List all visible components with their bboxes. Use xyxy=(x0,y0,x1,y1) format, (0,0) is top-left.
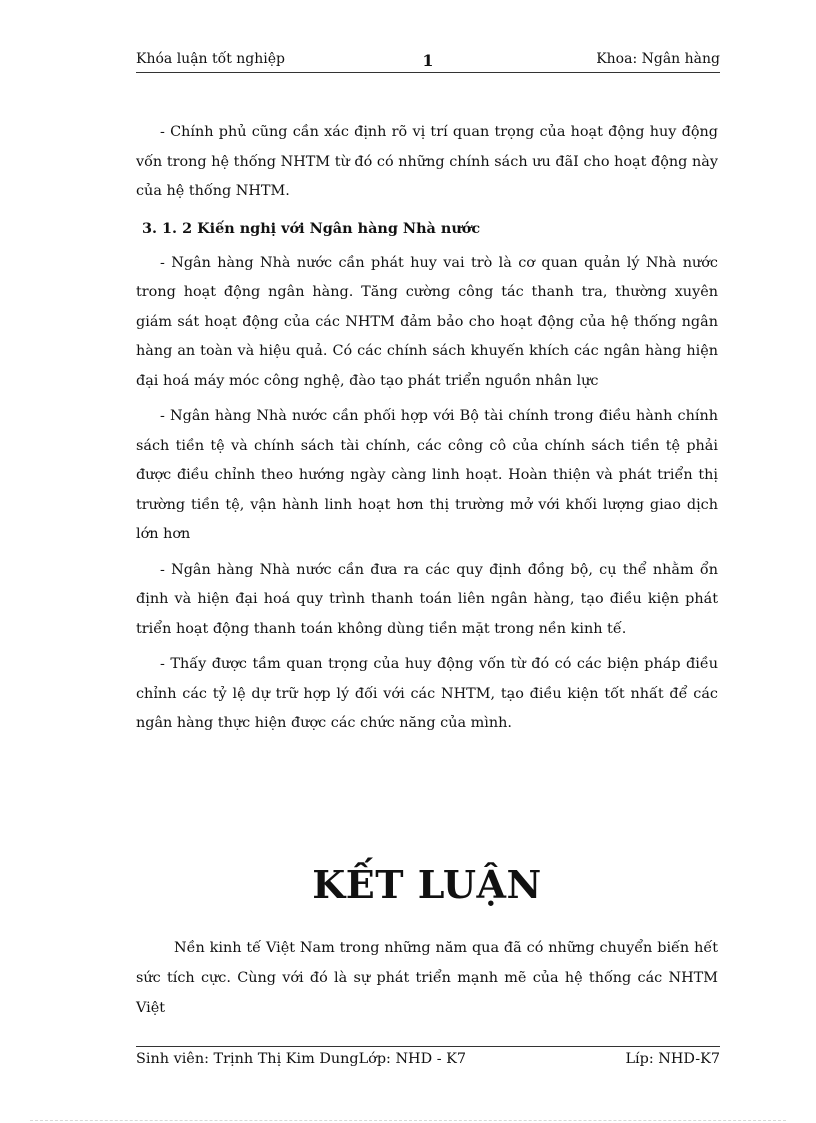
header-faculty-label: Khoa: Ngân hàng xyxy=(596,51,720,67)
footer-student-info: Sinh viên: Trịnh Thị Kim DungLớp: NHD - K7 xyxy=(136,1051,467,1067)
paragraph-government: - Chính phủ cũng cần xác định rõ vị trí quan trọng của hoạt động huy động vốn trong hệ thống NHTM từ đó có những chính sách ưu đãI cho hoạt động này của hệ thống NHTM. xyxy=(136,124,718,199)
page-number: 1 xyxy=(422,51,434,70)
body-content xyxy=(136,118,718,745)
header-thesis-label: Khóa luận tốt nghiệp xyxy=(136,51,285,67)
paragraph-payment-systems: - Ngân hàng Nhà nước cần đưa ra các quy định đồng bộ, cụ thể nhằm ổn định và hiện đại hoá quy trình thanh toán liên ngân hàng, tạo điều kiện phát triển hoạt động thanh toán không dùng tiền mặt trong nền kinh tế. xyxy=(136,561,718,637)
section-heading: 3. 1. 2 Kiến nghị với Ngân hàng Nhà nước xyxy=(142,219,481,237)
footer-class-info: Líp: NHD-K7 xyxy=(625,1051,720,1067)
conclusion-paragraph: Nền kinh tế Việt Nam trong những năm qua đã có những chuyển biến hết sức tích cực. Cùng với đó là sự phát triển mạnh mẽ của hệ thống các NHTM Việt xyxy=(136,940,718,1016)
paragraph-monetary-policy: - Ngân hàng Nhà nước cần phối hợp với Bộ tài chính trong điều hành chính sách tiền tệ và chính sách tài chính, các công cô của chính sách tiền tệ phải được điều chỉnh theo hướng ngày càng linh hoạt. Hoàn thiện và phát triển thị trường tiền tệ, vận hành linh hoạt hơn thị trường mở với khối lượng giao dịch lớn hơn xyxy=(136,408,718,542)
paragraph-reserve-ratios: - Thấy được tầm quan trọng của huy động vốn từ đó có các biện pháp điều chỉnh các tỷ lệ dự trữ hợp lý đối với các NHTM, tạo điều kiện tốt nhất để các ngân hàng thực hiện được các chức năng của mình. xyxy=(136,656,718,731)
conclusion-text xyxy=(136,933,718,1023)
page-footer xyxy=(136,1046,720,1075)
page-header xyxy=(136,50,720,73)
page-edge-rule xyxy=(30,1120,786,1121)
paragraph-central-bank-role: - Ngân hàng Nhà nước cần phát huy vai trò là cơ quan quản lý Nhà nước trong hoạt động ngân hàng. Tăng cường công tác thanh tra, thường xuyên giám sát hoạt động của các NHTM đảm bảo cho hoạt động của hệ thống ngân hàng an toàn và hiệu quả. Có các chính sách khuyến khích các ngân hàng hiện đại hoá máy móc công nghệ, đào tạo phát triển nguồn nhân lực xyxy=(136,254,718,389)
conclusion-title: KẾT LUẬN xyxy=(312,862,542,907)
